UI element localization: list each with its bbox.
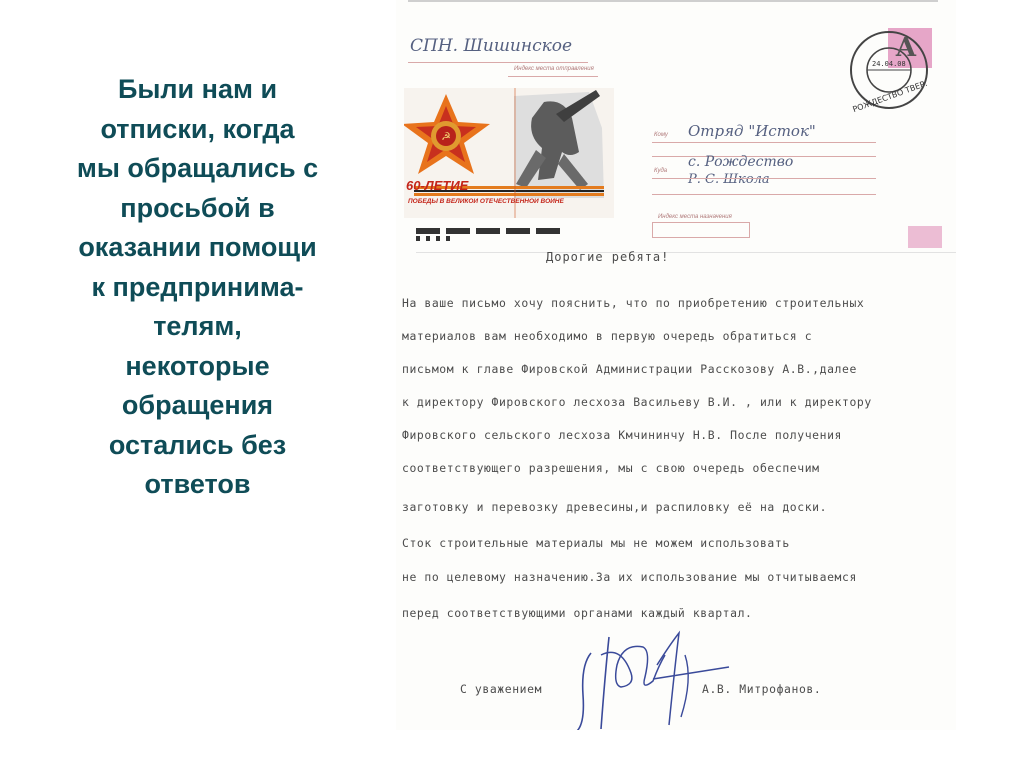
caption-line: ответов	[144, 469, 251, 499]
stamp-anniversary-subtitle: ПОБЕДЫ В ВЕЛИКОЙ ОТЕЧЕСТВЕННОЙ ВОЙНЕ	[408, 198, 564, 205]
postmark	[844, 22, 934, 115]
recipient-index-caption: Индекс места назначения	[658, 214, 732, 220]
to-label: Кому	[654, 132, 668, 138]
sender-handwriting: СПН. Шишинское	[410, 36, 573, 56]
letter-line: На ваше письмо хочу пояснить, что по приобретению строительных	[402, 296, 865, 310]
where-label: Куда	[654, 168, 668, 174]
slide-caption	[30, 70, 365, 505]
caption-line: просьбой в	[120, 192, 275, 223]
envelope	[396, 0, 956, 262]
side-stamp	[908, 226, 942, 248]
letter-line: Фировского сельского лесхоза Кмчининчу Н.В. После получения	[402, 428, 843, 442]
letter-closing: С уважением	[460, 682, 543, 696]
letter-greeting: Дорогие ребята!	[546, 250, 670, 264]
caption-line: мы обращались с	[76, 153, 319, 183]
letter-line: Сток строительные материалы мы не можем использовать	[402, 536, 790, 550]
svg-text:☭: ☭	[441, 131, 451, 143]
postmark-date: 24.04.08	[872, 60, 906, 68]
caption-line: отписки, когда	[100, 113, 295, 144]
letter-signer: А.В. Митрофанов.	[702, 682, 822, 696]
caption-line: остались без	[108, 429, 287, 460]
letter-line: перед соответствующими органами каждый квартал.	[402, 606, 753, 620]
where-handwriting-2: Р. С. Школа	[688, 172, 770, 187]
caption-line: Были нам и	[117, 74, 278, 104]
caption-line: телям,	[153, 311, 242, 341]
letter-line: к директору Фировского лесхоза Васильеву В.И. , или к директору	[402, 395, 872, 409]
to-handwriting: Отряд "Исток"	[688, 122, 816, 140]
letter-line: письмом к главе Фировской Администрации Расскозову А.В.,далее	[402, 362, 857, 376]
envelope-dashes	[416, 228, 566, 242]
scanned-letter-image	[396, 0, 956, 730]
stamp-illustration	[404, 88, 614, 218]
sender-index-caption: Индекс места отправления	[514, 66, 594, 72]
caption-line: обращения	[121, 390, 274, 420]
letter-line: соответствующего разрешения, мы с свою очередь обеспечим	[402, 461, 820, 475]
postmark-text: РОЖДЕСТВО ТВЕР.	[851, 78, 929, 115]
letter-line: материалов вам необходимо в первую очередь обратиться с	[402, 329, 813, 343]
caption-line: оказании помощи	[78, 232, 317, 262]
caption-line: некоторые	[125, 350, 270, 381]
stamp-anniversary-label: 60-ЛЕТИЕ	[406, 178, 469, 193]
index-box	[652, 222, 750, 238]
caption-line: к предпринима-	[91, 271, 304, 302]
letter-line: заготовку и перевозку древесины,и распиловку её на доски.	[402, 500, 828, 514]
signature-image	[561, 625, 741, 730]
postage-letter-glyph: А	[895, 33, 917, 63]
letter-line: не по целевому назначению.За их использование мы отчитываемся	[402, 570, 857, 584]
where-handwriting-1: с. Рождество	[688, 154, 794, 170]
